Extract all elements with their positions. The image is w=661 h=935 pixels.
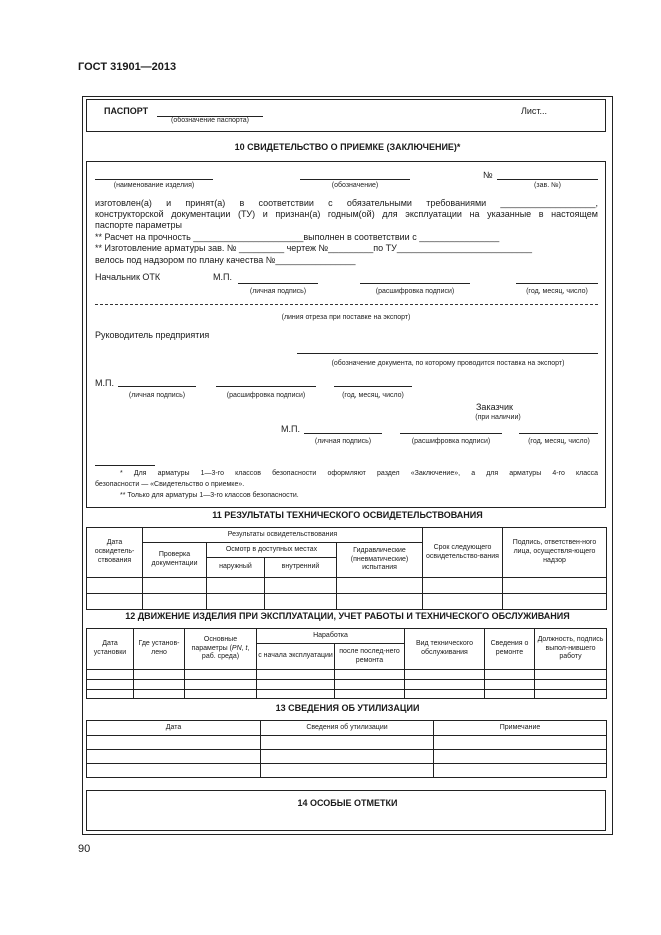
section-11-title: 11 РЕЗУЛЬТАТЫ ТЕХНИЧЕСКОГО ОСВИДЕТЕЛЬСТВОВАНИЯ bbox=[212, 510, 483, 520]
footnote-1a: * Для арматуры 1—3-го классов безопасности оформляют раздел «Заключение», а для арматуры 4-го класса bbox=[120, 470, 598, 477]
col-disposal-date: Дата bbox=[87, 721, 261, 736]
special-notes-box bbox=[86, 790, 606, 831]
table-row bbox=[87, 670, 607, 680]
director-sign-line bbox=[118, 386, 196, 387]
designation-line bbox=[300, 179, 410, 180]
disposal-table bbox=[86, 720, 607, 778]
col-install-date: Дата установки bbox=[87, 629, 134, 670]
otk-date-line bbox=[516, 283, 598, 284]
strength-calc-line: ** Расчет на прочность ______________________выполнен в соответствии с ________________ bbox=[95, 232, 500, 242]
table-row bbox=[87, 750, 607, 764]
designation-caption: (обозначение) bbox=[331, 182, 379, 189]
section-13-title: 13 СВЕДЕНИЯ ОБ УТИЛИЗАЦИИ bbox=[275, 703, 420, 713]
section-12-title: 12 ДВИЖЕНИЕ ИЗДЕЛИЯ ПРИ ЭКСПЛУАТАЦИИ, УЧЕТ РАБОТЫ И ТЕХНИЧЕСКОГО ОБСЛУЖИВАНИЯ bbox=[125, 611, 570, 621]
col-supervisor-sign: Подпись, ответствен-ного лица, осуществля-ющего надзор bbox=[503, 528, 607, 578]
table-row bbox=[87, 690, 607, 699]
col-since-repair: после послед-него ремонта bbox=[335, 644, 405, 670]
acceptance-text-line1: изготовлен(а) и принят(а) в соответствии с обязательными требованиями ___________________, bbox=[95, 198, 598, 208]
director-stamp-label: М.П. bbox=[95, 378, 114, 388]
section-14-title: 14 ОСОБЫЕ ОТМЕТКИ bbox=[297, 798, 398, 808]
director-decode-line bbox=[216, 386, 316, 387]
col-inspection-results: Результаты освидетельствования bbox=[143, 528, 423, 543]
director-label: Руководитель предприятия bbox=[95, 330, 210, 340]
operation-table bbox=[86, 628, 607, 699]
col-install-place: Где установ-лено bbox=[134, 629, 185, 670]
product-name-line bbox=[95, 179, 213, 180]
col-doc-check: Проверка документации bbox=[143, 543, 207, 578]
customer-decode-line bbox=[400, 433, 502, 434]
otk-chief-label: Начальник ОТК bbox=[95, 272, 161, 282]
standard-header: ГОСТ 31901—2013 bbox=[78, 61, 177, 73]
inspection-table bbox=[86, 527, 607, 610]
customer-note: (при наличии) bbox=[475, 414, 521, 421]
acceptance-text-line2: конструкторской документации (ТУ) и признан(а) годным(ой) для эксплуатации на указанные в настоящем bbox=[95, 209, 598, 219]
customer-decode-caption: (расшифровка подписи) bbox=[411, 438, 491, 445]
passport-label: ПАСПОРТ bbox=[104, 106, 149, 116]
export-doc-caption: (обозначение документа, по которому проводится поставка на экспорт) bbox=[331, 360, 565, 367]
col-service-type: Вид технического обслуживания bbox=[405, 629, 485, 670]
passport-sheet: Лист... bbox=[521, 106, 548, 116]
footnote-1b: безопасности — «Свидетельство о приемке». bbox=[95, 481, 245, 488]
table-row bbox=[87, 764, 607, 778]
otk-stamp-label: М.П. bbox=[213, 272, 232, 282]
serial-number-caption: (зав. №) bbox=[534, 182, 561, 189]
table-row bbox=[87, 680, 607, 690]
page-number: 90 bbox=[78, 843, 91, 855]
table-row bbox=[87, 736, 607, 750]
section-10-title: 10 СВИДЕТЕЛЬСТВО О ПРИЕМКЕ (ЗАКЛЮЧЕНИЕ)* bbox=[234, 142, 461, 152]
acceptance-text-line3: паспорте параметры bbox=[95, 220, 182, 230]
cut-line-caption: (линия отреза при поставке на экспорт) bbox=[281, 314, 411, 321]
table-row bbox=[87, 578, 607, 594]
col-visual-inspection: Осмотр в доступных местах bbox=[207, 543, 337, 558]
director-sign-caption: (личная подпись) bbox=[128, 392, 186, 399]
col-next-inspection: Срок следующего освидетельство-вания bbox=[423, 528, 503, 578]
col-disposal-info: Сведения об утилизации bbox=[261, 721, 434, 736]
customer-stamp-label: М.П. bbox=[281, 424, 300, 434]
customer-date-line bbox=[519, 433, 598, 434]
customer-sign-caption: (личная подпись) bbox=[314, 438, 372, 445]
col-since-start: с начала эксплуатации bbox=[257, 644, 335, 670]
otk-sign-caption: (личная подпись) bbox=[249, 288, 307, 295]
product-name-caption: (наименование изделия) bbox=[113, 182, 195, 189]
col-inspection-date: Дата освидетель-ствования bbox=[87, 528, 143, 578]
otk-sign-line bbox=[238, 283, 318, 284]
director-decode-caption: (расшифровка подписи) bbox=[226, 392, 306, 399]
serial-number-line bbox=[497, 179, 598, 180]
col-repair-info: Сведения о ремонте bbox=[485, 629, 535, 670]
otk-decode-line bbox=[360, 283, 470, 284]
director-date-line bbox=[334, 386, 412, 387]
passport-caption: (обозначение паспорта) bbox=[171, 117, 249, 124]
cut-line bbox=[95, 304, 598, 305]
col-position-sign: Должность, подпись выпол-нившего работу bbox=[535, 629, 607, 670]
col-runtime: Наработка bbox=[257, 629, 405, 644]
footnote-separator bbox=[95, 465, 155, 466]
otk-decode-caption: (расшифровка подписи) bbox=[375, 288, 455, 295]
col-main-params: Основные параметры (PN, t, раб. среда) bbox=[185, 629, 257, 670]
footnote-2: ** Только для арматуры 1—3-го классов безопасности. bbox=[120, 492, 299, 499]
col-hydro-test: Гидравлические (пневматические) испытания bbox=[337, 543, 423, 578]
number-sign: № bbox=[483, 170, 493, 180]
customer-date-caption: (год, месяц, число) bbox=[528, 438, 590, 445]
col-disposal-note: Примечание bbox=[434, 721, 607, 736]
col-inner: внутренний bbox=[265, 558, 337, 578]
col-outer: наружный bbox=[207, 558, 265, 578]
customer-sign-line bbox=[304, 433, 382, 434]
export-doc-line bbox=[297, 353, 598, 354]
director-date-caption: (год, месяц, число) bbox=[342, 392, 404, 399]
table-row bbox=[87, 594, 607, 610]
customer-label: Заказчик bbox=[476, 402, 513, 412]
quality-plan-line: велось под надзором по плану качества №________________ bbox=[95, 255, 356, 265]
otk-date-caption: (год, месяц, число) bbox=[526, 288, 588, 295]
manufacture-line: ** Изготовление арматуры зав. № _________ чертеж №_________по ТУ___________________________ bbox=[95, 243, 532, 253]
